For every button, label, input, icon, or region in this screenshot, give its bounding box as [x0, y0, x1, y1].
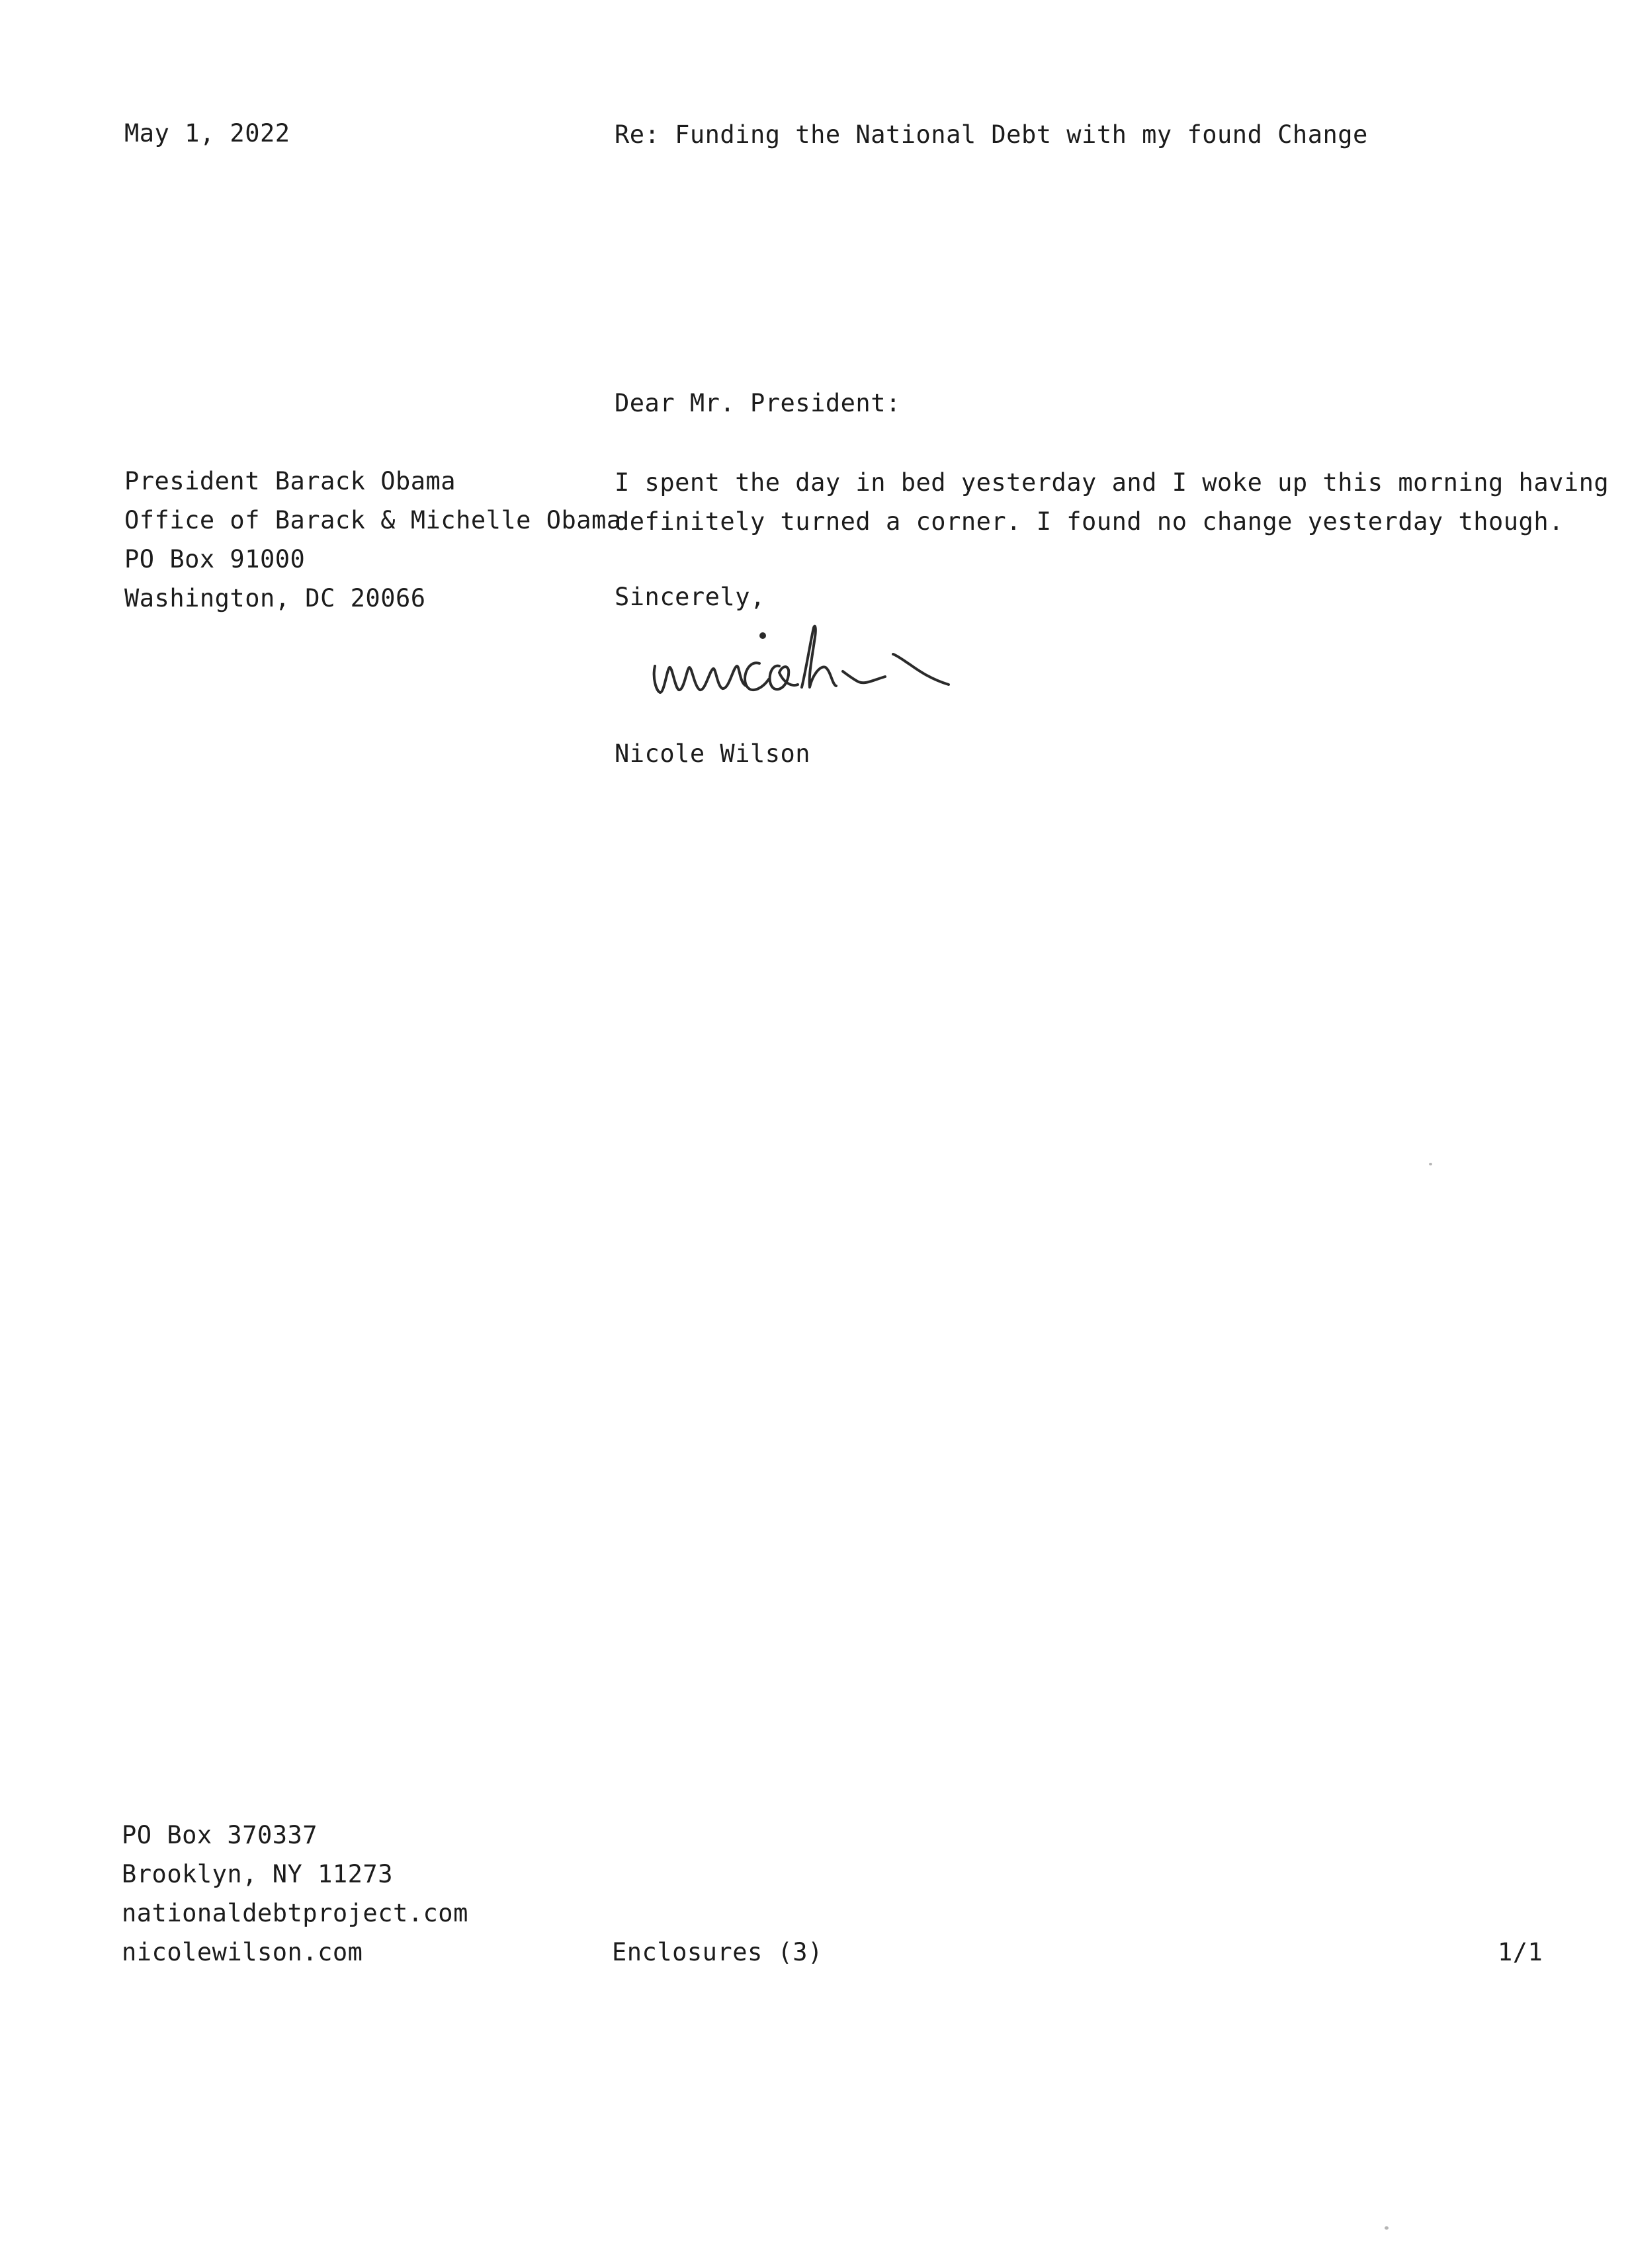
paper-speck [1429, 1163, 1432, 1165]
handwritten-signature [647, 618, 965, 708]
enclosures-note: Enclosures (3) [612, 1938, 823, 1966]
sender-city: Brooklyn, NY 11273 [122, 1860, 393, 1888]
recipient-name: President Barack Obama [124, 467, 456, 495]
letter-date: May 1, 2022 [124, 119, 290, 147]
body-line: I spent the day in bed yesterday and I woke up this morning having [615, 468, 1609, 497]
subject-line: Re: Funding the National Debt with my found Change [615, 120, 1368, 149]
recipient-office: Office of Barack & Michelle Obama [124, 506, 622, 534]
recipient-address [124, 462, 622, 618]
page-number: 1/1 [1498, 1938, 1543, 1966]
sender-website: nicolewilson.com [122, 1938, 363, 1966]
salutation: Dear Mr. President: [615, 389, 901, 417]
closing: Sincerely, [615, 583, 765, 611]
recipient-po-box: PO Box 91000 [124, 545, 306, 573]
body-line: definitely turned a corner. I found no change yesterday though. [615, 507, 1564, 536]
recipient-city: Washington, DC 20066 [124, 584, 426, 612]
letter-body [615, 463, 1609, 541]
signer-name: Nicole Wilson [615, 739, 811, 768]
sender-po-box: PO Box 370337 [122, 1821, 318, 1849]
paper-speck [1385, 2226, 1389, 2230]
sender-website: nationaldebtproject.com [122, 1899, 468, 1927]
sender-address [122, 1816, 468, 1972]
